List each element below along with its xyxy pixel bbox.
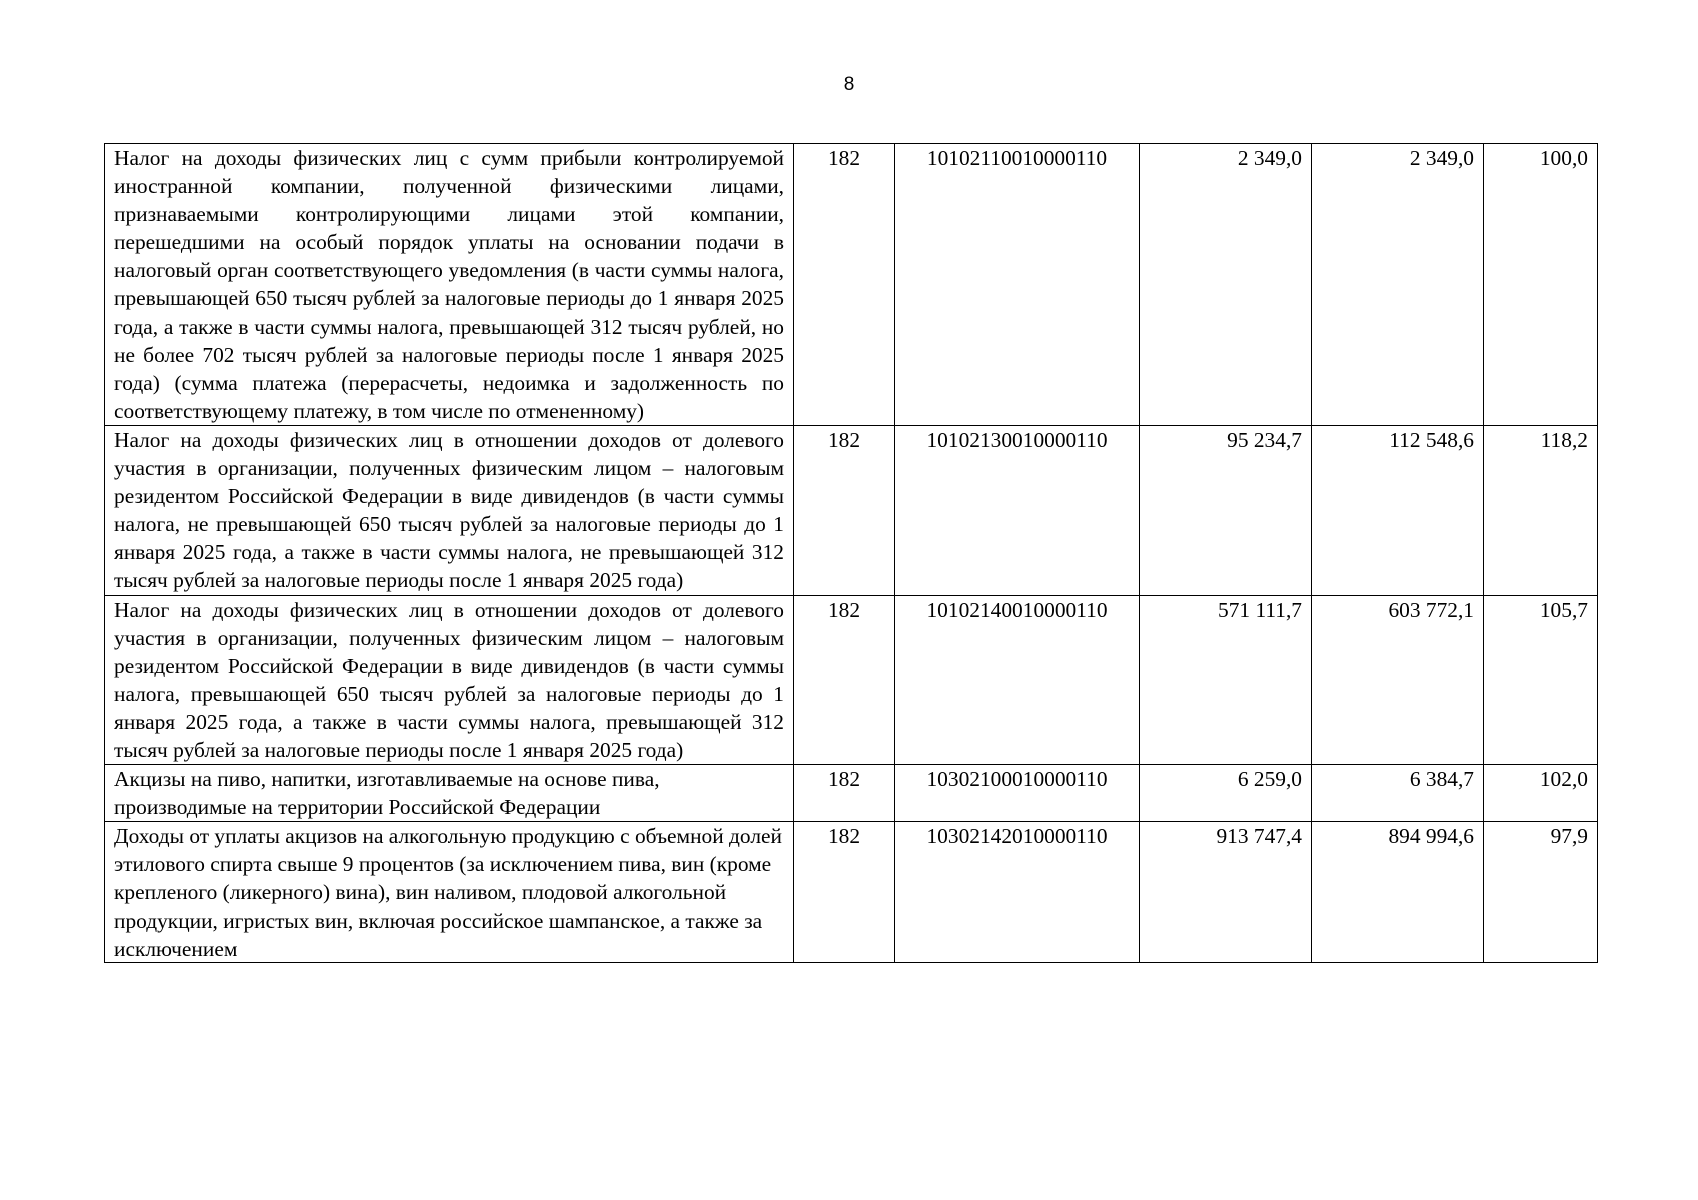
row-description: Налог на доходы физических лиц в отношении доходов от долевого участия в организации, полученных физическим лицом – налоговым резидентом Российской Федерации в виде дивидендов (в части суммы налога, превышающей 650 тысяч рублей за налоговые периоды до 1 января 2025 года, а также в части суммы налога, превышающей 312 тысяч рублей за налоговые периоды после 1 января 2025 года) <box>105 595 794 765</box>
budget-classification-code: 10102130010000110 <box>895 425 1140 595</box>
table-row <box>105 765 1598 822</box>
row-description: Налог на доходы физических лиц в отношении доходов от долевого участия в организации, полученных физическим лицом – налоговым резидентом Российской Федерации в виде дивидендов (в части суммы налога, не превышающей 650 тысяч рублей за налоговые периоды до 1 января 2025 года, а также в части суммы налога, не превышающей 312 тысяч рублей за налоговые периоды после 1 января 2025 года) <box>105 425 794 595</box>
planned-amount: 571 111,7 <box>1140 595 1312 765</box>
revenue-table <box>104 143 1598 963</box>
admin-code: 182 <box>794 595 895 765</box>
table-row <box>105 425 1598 595</box>
table-row <box>105 144 1598 426</box>
execution-percent: 102,0 <box>1484 765 1598 822</box>
actual-amount: 603 772,1 <box>1312 595 1484 765</box>
actual-amount: 2 349,0 <box>1312 144 1484 426</box>
admin-code: 182 <box>794 425 895 595</box>
execution-percent: 118,2 <box>1484 425 1598 595</box>
budget-classification-code: 10102110010000110 <box>895 144 1140 426</box>
page-number: 8 <box>843 74 855 95</box>
budget-classification-code: 10102140010000110 <box>895 595 1140 765</box>
budget-classification-code: 10302142010000110 <box>895 822 1140 963</box>
admin-code: 182 <box>794 822 895 963</box>
actual-amount: 894 994,6 <box>1312 822 1484 963</box>
row-description: Налог на доходы физических лиц с сумм прибыли контролируемой иностранной компании, полученной физическими лицами, признаваемыми контролирующими лицами этой компании, перешедшими на особый порядок уплаты на основании подачи в налоговый орган соответствующего уведомления (в части суммы налога, превышающей 650 тысяч рублей за налоговые периоды до 1 января 2025 года, а также в части суммы налога, превышающей 312 тысяч рублей, но не более 702 тысяч рублей за налоговые периоды после 1 января 2025 года) (сумма платежа (перерасчеты, недоимка и задолженность по соответствующему платежу, в том числе по отмененному) <box>105 144 794 426</box>
planned-amount: 913 747,4 <box>1140 822 1312 963</box>
execution-percent: 105,7 <box>1484 595 1598 765</box>
execution-percent: 97,9 <box>1484 822 1598 963</box>
budget-classification-code: 10302100010000110 <box>895 765 1140 822</box>
planned-amount: 6 259,0 <box>1140 765 1312 822</box>
execution-percent: 100,0 <box>1484 144 1598 426</box>
row-description <box>105 822 794 963</box>
admin-code: 182 <box>794 765 895 822</box>
planned-amount: 2 349,0 <box>1140 144 1312 426</box>
planned-amount: 95 234,7 <box>1140 425 1312 595</box>
row-description-text: Доходы от уплаты акцизов на алкогольную продукцию с объемной долей этилового спирта свыше 9 процентов (за исключением пива, вин (кроме крепленого (ликерного) вина), вин наливом, плодовой алкогольной продукции, игристых вин, включая российское шампанское, а также за исключением <box>114 824 782 961</box>
table-row <box>105 595 1598 765</box>
row-description: Акцизы на пиво, напитки, изготавливаемые на основе пива, производимые на территории Российской Федерации <box>105 765 794 822</box>
table-row <box>105 822 1598 963</box>
actual-amount: 6 384,7 <box>1312 765 1484 822</box>
admin-code: 182 <box>794 144 895 426</box>
actual-amount: 112 548,6 <box>1312 425 1484 595</box>
